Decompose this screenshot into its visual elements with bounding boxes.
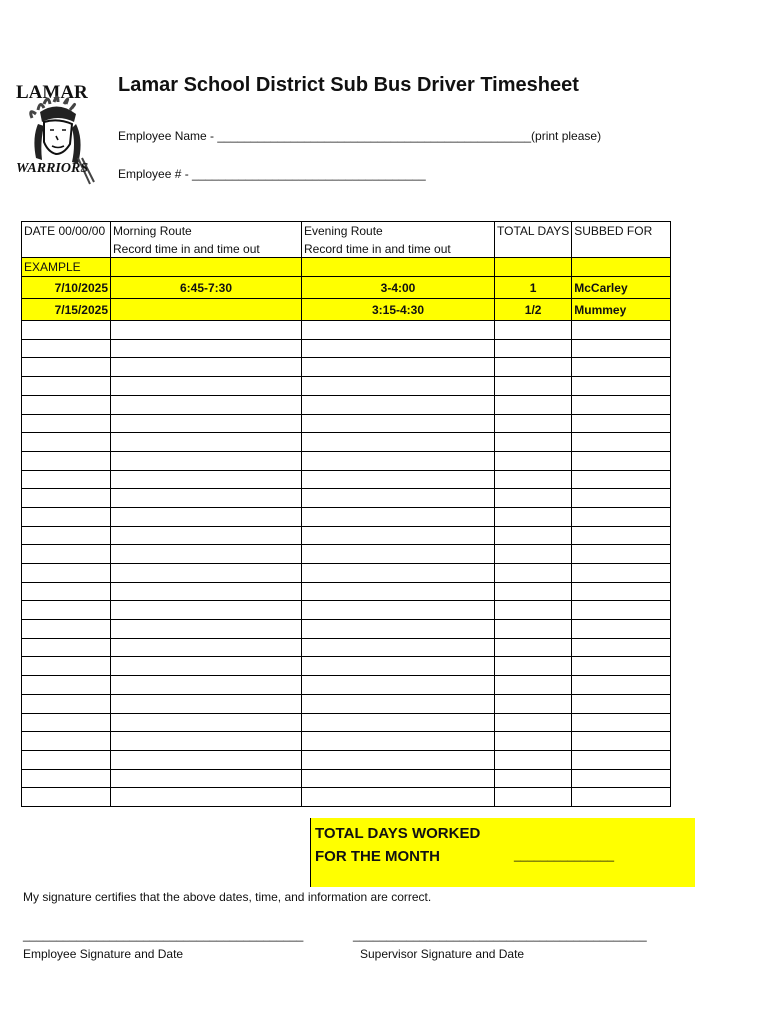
- timesheet-entry-row: [22, 395, 671, 414]
- entry-date-cell[interactable]: [22, 676, 111, 695]
- entry-subbed-cell[interactable]: [572, 470, 671, 489]
- example-date: 7/15/2025: [22, 299, 111, 321]
- timesheet-entry-row: [22, 564, 671, 583]
- timesheet-entry-row: [22, 582, 671, 601]
- header-evening-instructions: Record time in and time out: [302, 240, 495, 258]
- entry-date-cell[interactable]: [22, 732, 111, 751]
- entry-morning-cell[interactable]: [111, 676, 302, 695]
- entry-date-cell[interactable]: [22, 620, 111, 639]
- entry-evening-cell[interactable]: [302, 657, 495, 676]
- timesheet-entry-row: [22, 750, 671, 769]
- entry-evening-cell[interactable]: [302, 638, 495, 657]
- example-total: 1/2: [495, 299, 572, 321]
- example-row: [22, 277, 671, 299]
- entry-total-cell[interactable]: [495, 564, 572, 583]
- entry-evening-cell[interactable]: [302, 526, 495, 545]
- entry-subbed-cell[interactable]: [572, 395, 671, 414]
- entry-date-cell[interactable]: [22, 545, 111, 564]
- entry-evening-cell[interactable]: [302, 395, 495, 414]
- entry-morning-cell[interactable]: [111, 620, 302, 639]
- timesheet-table: [21, 221, 671, 807]
- entry-total-cell[interactable]: [495, 470, 572, 489]
- entry-morning-cell[interactable]: [111, 470, 302, 489]
- entry-total-cell[interactable]: [495, 321, 572, 340]
- entry-subbed-cell[interactable]: [572, 657, 671, 676]
- header-date: DATE 00/00/00: [22, 222, 111, 240]
- district-logo: [14, 78, 100, 188]
- entry-total-cell[interactable]: [495, 713, 572, 732]
- entry-morning-cell[interactable]: [111, 358, 302, 377]
- entry-subbed-cell[interactable]: [572, 545, 671, 564]
- entry-evening-cell[interactable]: [302, 470, 495, 489]
- entry-total-cell[interactable]: [495, 657, 572, 676]
- certification-text: My signature certifies that the above dates, time, and information are correct.: [23, 890, 432, 904]
- employee-name-field[interactable]: Employee Name - _______________________________________________(print please): [118, 129, 602, 143]
- entry-subbed-cell[interactable]: [572, 451, 671, 470]
- entry-total-cell[interactable]: [495, 601, 572, 620]
- entry-date-cell[interactable]: [22, 451, 111, 470]
- entry-date-cell[interactable]: [22, 339, 111, 358]
- entry-evening-cell[interactable]: [302, 339, 495, 358]
- timesheet-entry-row: [22, 489, 671, 508]
- entry-total-cell[interactable]: [495, 489, 572, 508]
- entry-subbed-cell[interactable]: [572, 732, 671, 751]
- timesheet-entry-row: [22, 769, 671, 788]
- entry-evening-cell[interactable]: [302, 620, 495, 639]
- entry-morning-cell[interactable]: [111, 788, 302, 807]
- entry-subbed-cell[interactable]: [572, 507, 671, 526]
- entry-total-cell[interactable]: [495, 582, 572, 601]
- header-evening-route: Evening Route: [302, 222, 495, 240]
- timesheet-entry-row: [22, 788, 671, 807]
- entry-total-cell[interactable]: [495, 358, 572, 377]
- entry-evening-cell[interactable]: [302, 321, 495, 340]
- entry-subbed-cell[interactable]: [572, 358, 671, 377]
- entry-date-cell[interactable]: [22, 470, 111, 489]
- entry-total-cell[interactable]: [495, 620, 572, 639]
- timesheet-entry-row: [22, 526, 671, 545]
- timesheet-entry-row: [22, 620, 671, 639]
- entry-total-cell[interactable]: [495, 395, 572, 414]
- entry-total-cell[interactable]: [495, 507, 572, 526]
- supervisor-signature-label: Supervisor Signature and Date: [360, 947, 525, 961]
- entry-total-cell[interactable]: [495, 414, 572, 433]
- example-label: EXAMPLE: [22, 258, 111, 277]
- timesheet-entry-row: [22, 433, 671, 452]
- entry-evening-cell[interactable]: [302, 713, 495, 732]
- entry-evening-cell[interactable]: [302, 545, 495, 564]
- example-evening: 3-4:00: [302, 277, 495, 299]
- entry-date-cell[interactable]: [22, 582, 111, 601]
- timesheet-entry-row: [22, 638, 671, 657]
- header-morning-route: Morning Route: [111, 222, 302, 240]
- timesheet-entry-row: [22, 601, 671, 620]
- timesheet-entry-row: [22, 694, 671, 713]
- example-total: 1: [495, 277, 572, 299]
- entry-date-cell[interactable]: [22, 601, 111, 620]
- entry-morning-cell[interactable]: [111, 638, 302, 657]
- entry-subbed-cell[interactable]: [572, 601, 671, 620]
- entry-date-cell[interactable]: [22, 638, 111, 657]
- entry-subbed-cell[interactable]: [572, 638, 671, 657]
- entry-morning-cell[interactable]: [111, 750, 302, 769]
- header-subbed-for: SUBBED FOR: [572, 222, 671, 240]
- entry-morning-cell[interactable]: [111, 713, 302, 732]
- header-morning-instructions: Record time in and time out: [111, 240, 302, 258]
- entry-evening-cell[interactable]: [302, 601, 495, 620]
- logo-text-top: LAMAR: [16, 82, 88, 103]
- entry-evening-cell[interactable]: [302, 414, 495, 433]
- example-row: [22, 299, 671, 321]
- entry-evening-cell[interactable]: [302, 507, 495, 526]
- entry-subbed-cell[interactable]: [572, 713, 671, 732]
- entry-morning-cell[interactable]: [111, 507, 302, 526]
- timesheet-entry-row: [22, 414, 671, 433]
- entry-morning-cell[interactable]: [111, 657, 302, 676]
- entry-date-cell[interactable]: [22, 489, 111, 508]
- timesheet-entry-row: [22, 377, 671, 396]
- employee-signature-line[interactable]: __________________________________________: [23, 928, 304, 942]
- entry-evening-cell[interactable]: [302, 676, 495, 695]
- entry-subbed-cell[interactable]: [572, 433, 671, 452]
- timesheet-entry-row: [22, 657, 671, 676]
- employee-number-field[interactable]: Employee # - ___________________________________: [118, 167, 426, 181]
- entry-evening-cell[interactable]: [302, 788, 495, 807]
- entry-morning-cell[interactable]: [111, 414, 302, 433]
- entry-total-cell[interactable]: [495, 750, 572, 769]
- example-date: 7/10/2025: [22, 277, 111, 299]
- entry-date-cell[interactable]: [22, 769, 111, 788]
- entry-subbed-cell[interactable]: [572, 564, 671, 583]
- entry-morning-cell[interactable]: [111, 526, 302, 545]
- entry-subbed-cell[interactable]: [572, 377, 671, 396]
- entry-total-cell[interactable]: [495, 694, 572, 713]
- total-days-box: [310, 818, 695, 887]
- entry-date-cell[interactable]: [22, 377, 111, 396]
- entry-evening-cell[interactable]: [302, 769, 495, 788]
- entry-date-cell[interactable]: [22, 657, 111, 676]
- entry-morning-cell[interactable]: [111, 451, 302, 470]
- entry-total-cell[interactable]: [495, 377, 572, 396]
- entry-subbed-cell[interactable]: [572, 676, 671, 695]
- entry-total-cell[interactable]: [495, 638, 572, 657]
- entry-date-cell[interactable]: [22, 694, 111, 713]
- entry-subbed-cell[interactable]: [572, 339, 671, 358]
- entry-evening-cell[interactable]: [302, 564, 495, 583]
- entry-evening-cell[interactable]: [302, 694, 495, 713]
- entry-date-cell[interactable]: [22, 433, 111, 452]
- entry-subbed-cell[interactable]: [572, 414, 671, 433]
- entry-total-cell[interactable]: [495, 676, 572, 695]
- timesheet-entry-row: [22, 451, 671, 470]
- page-title: Lamar School District Sub Bus Driver Timesheet: [118, 74, 579, 96]
- entry-evening-cell[interactable]: [302, 489, 495, 508]
- employee-signature-label: Employee Signature and Date: [23, 947, 184, 961]
- timesheet-entry-row: [22, 676, 671, 695]
- entry-total-cell[interactable]: [495, 433, 572, 452]
- timesheet-entry-row: [22, 507, 671, 526]
- entry-total-cell[interactable]: [495, 788, 572, 807]
- entry-subbed-cell[interactable]: [572, 788, 671, 807]
- entry-date-cell[interactable]: [22, 414, 111, 433]
- entry-total-cell[interactable]: [495, 451, 572, 470]
- entry-evening-cell[interactable]: [302, 451, 495, 470]
- entry-morning-cell[interactable]: [111, 395, 302, 414]
- example-morning: 6:45-7:30: [111, 277, 302, 299]
- entry-total-cell[interactable]: [495, 339, 572, 358]
- entry-total-cell[interactable]: [495, 545, 572, 564]
- entry-total-cell[interactable]: [495, 526, 572, 545]
- entry-subbed-cell[interactable]: [572, 321, 671, 340]
- entry-date-cell[interactable]: [22, 358, 111, 377]
- entry-subbed-cell[interactable]: [572, 526, 671, 545]
- entry-date-cell[interactable]: [22, 788, 111, 807]
- example-evening: 3:15-4:30: [302, 299, 495, 321]
- entry-evening-cell[interactable]: [302, 358, 495, 377]
- table-header-row-2: [22, 240, 671, 258]
- entry-morning-cell[interactable]: [111, 545, 302, 564]
- example-morning: [111, 299, 302, 321]
- entry-evening-cell[interactable]: [302, 377, 495, 396]
- timesheet-entry-row: [22, 321, 671, 340]
- entry-date-cell[interactable]: [22, 564, 111, 583]
- entry-total-cell[interactable]: [495, 732, 572, 751]
- timesheet-entry-row: [22, 713, 671, 732]
- entry-subbed-cell[interactable]: [572, 769, 671, 788]
- timesheet-entry-row: [22, 732, 671, 751]
- total-days-label: TOTAL DAYS WORKED FOR THE MONTH: [315, 825, 481, 865]
- table-header-row: [22, 222, 671, 240]
- example-label-row: [22, 258, 671, 277]
- entry-subbed-cell[interactable]: [572, 620, 671, 639]
- header-total-days: TOTAL DAYS: [495, 222, 572, 240]
- timesheet-entry-row: [22, 470, 671, 489]
- timesheet-entry-row: [22, 358, 671, 377]
- entry-subbed-cell[interactable]: [572, 489, 671, 508]
- example-subbed: Mummey: [572, 299, 671, 321]
- entry-morning-cell[interactable]: [111, 377, 302, 396]
- entry-morning-cell[interactable]: [111, 582, 302, 601]
- entry-date-cell[interactable]: [22, 321, 111, 340]
- example-subbed: McCarley: [572, 277, 671, 299]
- warriors-mascot-icon: [14, 78, 100, 188]
- entry-morning-cell[interactable]: [111, 321, 302, 340]
- total-days-input[interactable]: _______________: [514, 848, 615, 862]
- entry-evening-cell[interactable]: [302, 750, 495, 769]
- entry-morning-cell[interactable]: [111, 732, 302, 751]
- entry-morning-cell[interactable]: [111, 564, 302, 583]
- timesheet-entry-row: [22, 339, 671, 358]
- supervisor-signature-line[interactable]: ____________________________________________: [353, 928, 647, 942]
- timesheet-entry-row: [22, 545, 671, 564]
- entry-date-cell[interactable]: [22, 713, 111, 732]
- entry-evening-cell[interactable]: [302, 582, 495, 601]
- entry-total-cell[interactable]: [495, 769, 572, 788]
- entry-date-cell[interactable]: [22, 526, 111, 545]
- entry-subbed-cell[interactable]: [572, 694, 671, 713]
- entry-morning-cell[interactable]: [111, 601, 302, 620]
- entry-morning-cell[interactable]: [111, 489, 302, 508]
- entry-morning-cell[interactable]: [111, 769, 302, 788]
- logo-text-bottom: WARRIORS: [16, 161, 89, 176]
- entry-morning-cell[interactable]: [111, 694, 302, 713]
- entry-date-cell[interactable]: [22, 750, 111, 769]
- entry-date-cell[interactable]: [22, 507, 111, 526]
- entry-morning-cell[interactable]: [111, 433, 302, 452]
- entry-subbed-cell[interactable]: [572, 750, 671, 769]
- entry-morning-cell[interactable]: [111, 339, 302, 358]
- entry-subbed-cell[interactable]: [572, 582, 671, 601]
- entry-date-cell[interactable]: [22, 395, 111, 414]
- entry-evening-cell[interactable]: [302, 433, 495, 452]
- entry-evening-cell[interactable]: [302, 732, 495, 751]
